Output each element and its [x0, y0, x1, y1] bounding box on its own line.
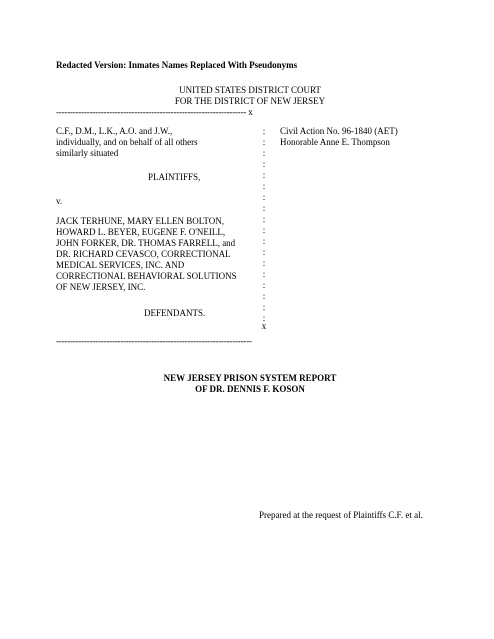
colon-mark: :: [262, 225, 266, 235]
defendants-line: MEDICAL SERVICES, INC. AND: [56, 260, 185, 270]
x-mark: x: [261, 321, 267, 331]
plaintiffs-line: similarly situated: [56, 148, 119, 158]
defendants-line: OF NEW JERSEY, INC.: [56, 282, 146, 292]
colon-mark: :: [262, 170, 266, 180]
defendants-label: DEFENDANTS.: [144, 308, 206, 318]
colon-mark: :: [262, 181, 266, 191]
report-title: NEW JERSEY PRISON SYSTEM REPORT: [163, 373, 337, 383]
court-name: UNITED STATES DISTRICT COURT: [179, 85, 321, 95]
colon-mark: :: [262, 159, 266, 169]
colon-mark: :: [262, 214, 266, 224]
court-district: FOR THE DISTRICT OF NEW JERSEY: [174, 96, 326, 106]
colon-mark: :: [262, 148, 266, 158]
colon-mark: :: [262, 137, 266, 147]
colon-mark: :: [262, 247, 266, 257]
colon-mark: :: [262, 236, 266, 246]
redaction-note: Redacted Version: Inmates Names Replaced With Pseudonyms: [56, 60, 298, 70]
defendants-line: JACK TERHUNE, MARY ELLEN BOLTON,: [56, 216, 225, 226]
colon-mark: :: [262, 291, 266, 301]
colon-mark: :: [262, 126, 266, 136]
defendants-line: HOWARD L. BEYER, EUGENE F. O'NEILL,: [56, 227, 226, 237]
defendants-line: DR. RICHARD CEVASCO, CORRECTIONAL: [56, 249, 231, 259]
plaintiffs-label: PLAINTIFFS,: [148, 172, 201, 182]
caption-bottom-rule: ----------------------------------------------------------------------: [56, 336, 252, 346]
caption-top-rule: -------------------------------------------------------------------- x: [56, 107, 253, 117]
defendants-line: JOHN FORKER, DR. THOMAS FARRELL, and: [56, 238, 236, 248]
colon-mark: :: [262, 203, 266, 213]
colon-mark: :: [262, 269, 266, 279]
judge-name: Honorable Anne E. Thompson: [280, 137, 390, 147]
colon-mark: :: [262, 313, 266, 323]
versus: v.: [56, 196, 63, 206]
colon-mark: :: [262, 302, 266, 312]
report-author: OF DR. DENNIS F. KOSON: [195, 384, 305, 394]
plaintiffs-line: C.F., D.M., L.K., A.O. and J.W.,: [56, 126, 173, 136]
colon-mark: :: [262, 192, 266, 202]
defendants-line: CORRECTIONAL BEHAVIORAL SOLUTIONS: [56, 271, 237, 281]
colon-mark: :: [262, 280, 266, 290]
plaintiffs-line: individually, and on behalf of all others: [56, 137, 198, 147]
prepared-note: Prepared at the request of Plaintiffs C.F. et al.: [259, 510, 423, 520]
colon-mark: :: [262, 258, 266, 268]
civil-action-number: Civil Action No. 96-1840 (AET): [280, 126, 398, 136]
